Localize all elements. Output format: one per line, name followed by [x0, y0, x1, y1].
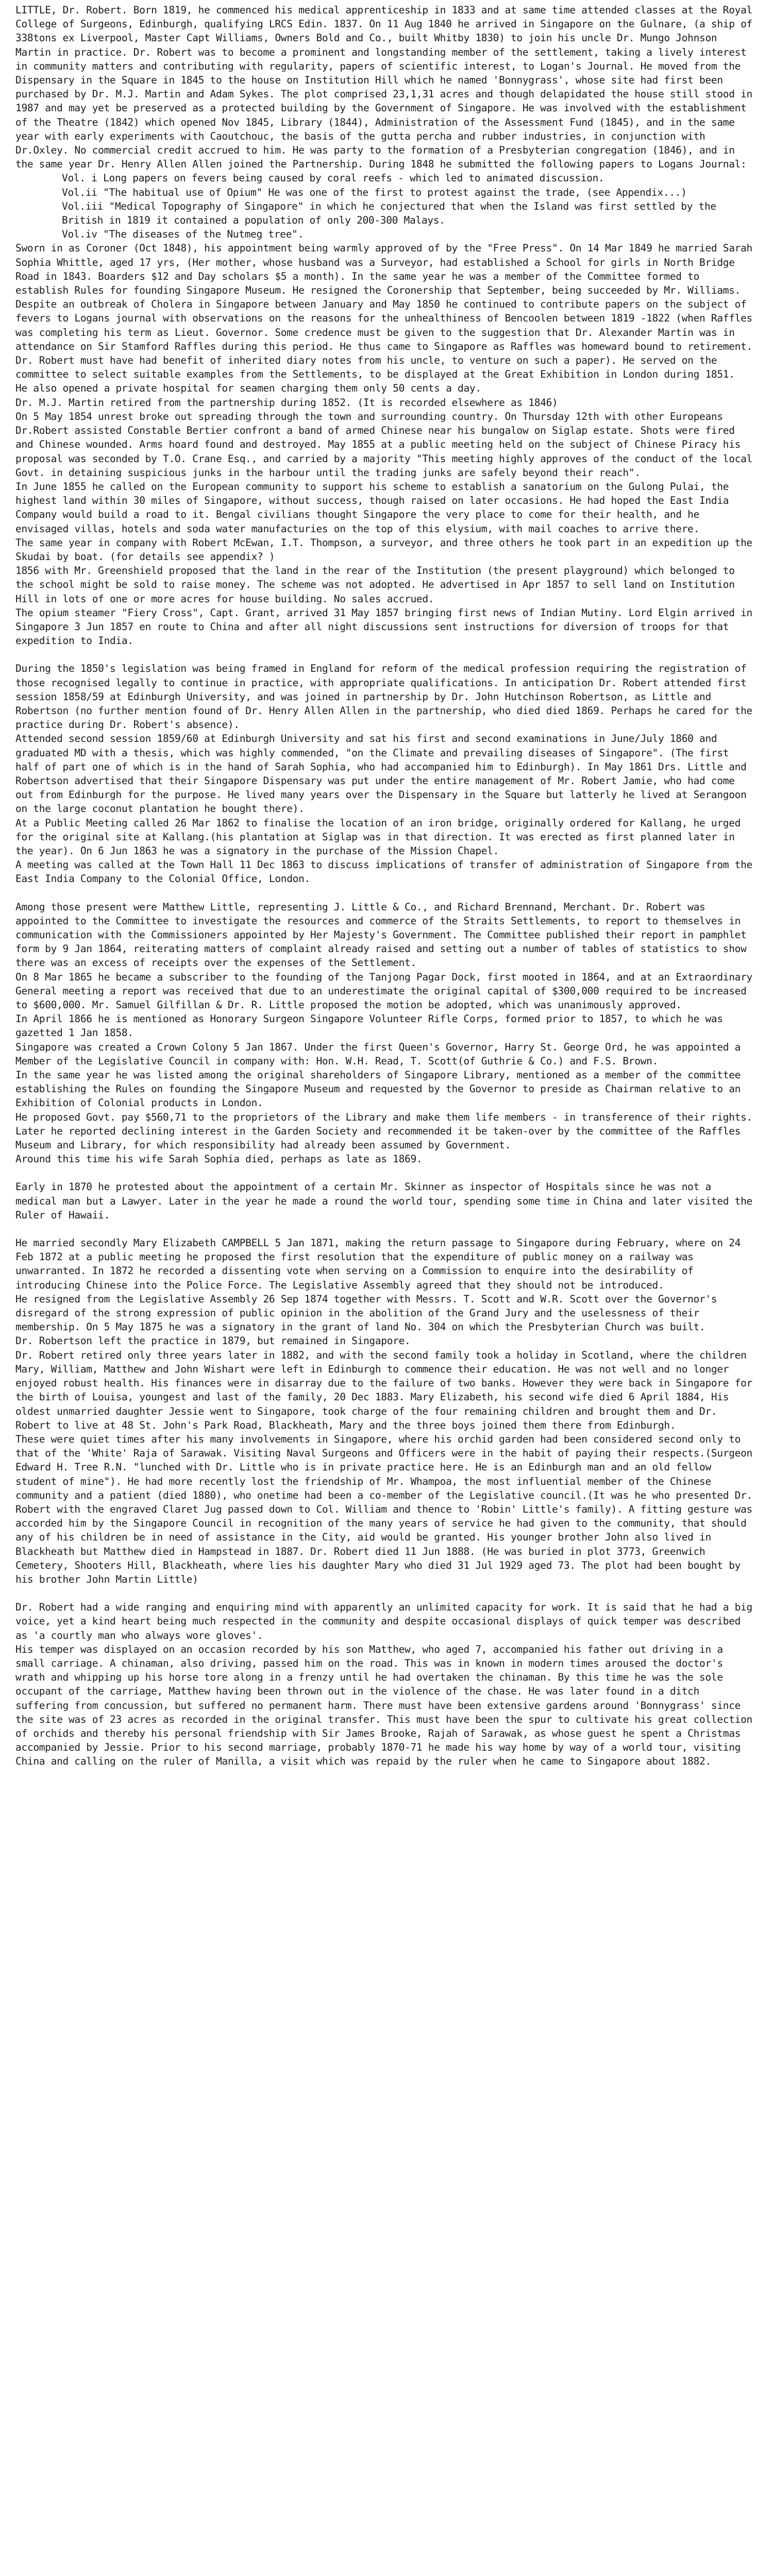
paragraph-crown-colony: Singapore was created a Crown Colony 5 Jan 1867. Under the first Queen's Governor, Harry St. George Ord, he was appointed a Member of the Legislative Council in company with: Hon. W.H. Read, T. Scott(of Guthrie & Co.) and F.S. Brown. — [15, 1041, 741, 1067]
paragraph-sanatorium: In June 1855 he called on the European community to support his scheme to establish a sanatorium on the Gulong Pulai, the highest land within 30 miles of Singapore, without success, though raised on later occasions. He had hoped the East India Company would build a road to it. Bengal civilians thought Singapore the very place to come for their health, and he envisaged villas, hotels and soda water manufacturies on the top of this elysium, with mail coaches to arrive there. — [15, 480, 729, 535]
paragraph-paper-vol-i: Vol. i Long papers on fevers being caused by coral reefs - which led to animated discussion. — [62, 172, 604, 184]
paragraph-temper-anecdote: His temper was displayed on an occasion recorded by his son Matthew, who aged 7, accompanied his father out driving in a small carriage. A chinaman, also driving, passed him on the road. This was in known in modern times aroused the doctor's wrath and whipping up his horse tore along in a frenzy until he had overtaken the chinaman. By this time he was the sole occupant of the carriage, Matthew having been thrown out in the violence of the chase. He was later found in a ditch suffering from concussion, but suffered no permanent harm. There must have been extensive gardens around 'Bonnygrass' since the site was of 23 acres as recorded in the original transfer. This must have been the spur to cultivate his great collection of orchids and thereby his personal friendship with Sir James Brooke, Rajah of Sarawak, as whose guest he spent a Christmas accompanied by Jessie. Prior to his second marriage, probably 1870-71 he made his way home by way of a world tour, visiting China and calling on the ruler of Manilla, a visit which was repaid by the ruler when he came to Singapore about 1882. — [15, 1643, 753, 1768]
spacer — [15, 648, 758, 662]
paragraph-second-marriage: He married secondly Mary Elizabeth CAMPBELL 5 Jan 1871, making the return passage to Singapore during February, where on 24 Feb 1872 at a public meeting he proposed the first resolution that the expenditure of public money on a railway was unwarranted. In 1872 he recorded a dissenting vote when serving on a Commission to enquire into the desirability of introducing Chinese into the Police Force. The Legislative Assembly agreed that they should not be introduced. — [15, 1237, 741, 1291]
paragraph-committee-resources: Among those present were Matthew Little, representing J. Little & Co., and Richard Brennand, Merchant. Dr. Robert was appointed to the Committee to investigate the resources and commerce of the Straits Settlements, to report to themselves in communication with the Commissioners appointed by Her Majesty's Government. The Committee published their report in pamphlet form by 9 Jan 1864, reiterating matters of complaint already raised and setting out a number of tables of statistics to show there was an excess of receipts over the expenses of the Settlement. — [15, 901, 747, 969]
paragraph-iron-bridge: At a Public Meeting called 26 Mar 1862 to finalise the location of an iron bridge, originally ordered for Kallang, he urged for the original site at Kallang.(his plantation at Siglap was in that direction. It was erected as first planned later in the year). On 6 Jun 1863 he was a signatory in the purchase of the Mission Chapel. — [15, 817, 741, 857]
paragraph-robertson-left: Dr. Robertson left the practice in 1879, but remained in Singapore. — [15, 1335, 411, 1347]
paragraph-legislation-1850s: During the 1850's legislation was being framed in England for reform of the medical profession requiring the registration of those recognised legally to continue in practice, with appropriate qualifications. In anticipation Dr. Robert attended first session 1858/59 at Edinburgh University, and was joined in partnership by Dr. John Hutchinson Robertson, as Little and Robertson (no further mention found of Dr. Henry Allen Allen in the partnership, who died died 1869. Perhaps he cared for the practice during Dr. Robert's absence). — [15, 663, 753, 731]
spacer — [15, 1222, 758, 1236]
paragraph-intro: LITTLE, Dr. Robert. Born 1819, he commenced his medical apprenticeship in 1833 and at same time attended classes at the Royal College of Surgeons, Edinburgh, qualifying LRCS Edin. 1837. On 11 Aug 1840 he arrived in Singapore on the Gulnare, (a ship of 338tons ex Liverpool, Master Capt Williams, Owners Bold and Co., built Whitby 1830) to join his uncle Dr. Mungo Johnson Martin in practice. Dr. Robert was to become a prominent and longstanding member of the settlement, taking a lively interest in community matters and contributing with regularity, papers of scientific interest, to Logan's Journal. He moved from the Dispensary in the Square in 1845 to the house on Institution Hill which he named 'Bonnygrass', whose site had first been purchased by Dr. M.J. Martin and Adam Sykes. The plot comprised 23,1,31 acres and though delapidated the house still stood in 1987 and may yet be preserved as a protected building by the Government of Singapore. He was involved with the establishment of the Theatre (1842) which opened Nov 1845, Library (1844), Administration of the Assessment Fund (1845), and in the same year with early experiments with Caoutchouc, the basis of the gutta percha and rubber industries, in conjunction with Dr.Oxley. No commercial credit accrued to him. He was party to the formation of a Presbyterian congregation (1846), and in the same year Dr. Henry Allen Allen joined the Partnership. During 1848 he submitted the following papers to Logans Journal: — [15, 4, 753, 171]
paragraph-character: Dr. Robert had a wide ranging and enquiring mind with apparently an unlimited capacity for work. It is said that he had a big voice, yet a kind heart being much respected in the community and despite occasional displays of quick temper was described as 'a courtly man who always wore gloves'. — [15, 1601, 753, 1641]
paragraph-unrest-1854: On 5 May 1854 unrest broke out spreading through the town and surrounding country. On Thursday 12th with other Europeans Dr.Robert assisted Constable Bertier confront a band of armed Chinese near his bungalow on Siglap estate. Shots were fired and Chinese wounded. Arms hoard found and destroyed. May 1855 at a public meeting held on the subject of Chinese Piracy his proposal was seconded by T.O. Crane Esq., and carried by a majority "This meeting highly approves of the conduct of the local Govt. in detaining suspicious junks in the harbour until the trading junks are safely beyond their reach". — [15, 410, 753, 479]
document-page — [15, 3, 758, 1769]
paragraph-library-shareholder: In the same year he was listed among the original shareholders of Singapore Library, mentioned as a member of the committee establishing the Rules on founding the Singapore Museum and requested by the Governor to preside as Chairman relative to an Exhibition of Colonial products in London. — [15, 1069, 741, 1109]
paragraph-coroner: Sworn in as Coroner (Oct 1848), his appointment being warmly approved of by the "Free Press". On 14 Mar 1849 he married Sarah Sophia Whittle, aged 17 yrs, (Her mother, whose husband was a Surveyor, had established a School for girls in North Bridge Road in 1843. Boarders $12 and Day scholars $5 a month). In the same year he was a member of the Committee formed to establish Rules for founding Singapore Museum. He resigned the Coronership that September, being succeeded by Mr. Williams. Despite an outbreak of Cholera in Singapore between January and May 1850 he continued to contribute papers on the subject of fevers to Logans journal with observations on the reasons for the unhealthiness of Bencoolen between 1819 -1822 (when Raffles was completing his term as Lieut. Governor. Some credence must be given to the suggestion that Dr. Alexander Martin was in attendance on Sir Stamford Raffles during this period. He thus came to Singapore as Raffles was homeward bound to retirement. Dr. Robert must have had benefit of inherited diary notes from his uncle, to venture on such a paper). He served on the committee to select suitable examples from the Settlements, to be displayed at the Great Exhibition in London during 1851. — [15, 242, 753, 381]
paragraph-paper-vol-ii: Vol.ii "The habitual use of Opium" He was one of the first to protest against the trade, (see Appendix...) — [62, 186, 687, 198]
paragraph-retirement: Dr. Robert retired only three years later in 1882, and with the second family took a holiday in Scotland, where the children Mary, William, Matthew and John Wishart were left in Edinburgh to commence their education. He was not well and no longer enjoyed robust health. His finances were in disarray due to the failure of two banks. However they were back in Singapore for the birth of Louisa, youngest and last of the family, 20 Dec 1883. Mary Elizabeth, his second wife died 6 April 1884, His oldest unmarried daughter Jessie went to Singapore, took charge of the four remaining children and brought them and Dr. Robert to live at 48 St. John's Park Road, Blackheath, Mary and the three boys joined them there from Edinburgh. — [15, 1349, 753, 1431]
paragraph-fiery-cross: The opium steamer "Fiery Cross", Capt. Grant, arrived 31 May 1857 bringing first news of Indian Mutiny. Lord Elgin arrived in Singapore 3 Jun 1857 en route to China and after all night discussions sent instructions for diversion of troops for that expedition to India. — [15, 606, 753, 647]
paragraph-wife-died: Around this time his wife Sarah Sophia died, perhaps as late as 1869. — [15, 1153, 423, 1165]
paragraph-resignation-1874: He resigned from the Legislative Assembly 26 Sep 1874 together with Messrs. T. Scott and W.R. Scott over the Governor's disregard of the strong expression of public opinion in the abolition of the Grand Jury and the uselessness of their membership. On 5 May 1875 he was a signatory in the grant of land No. 304 on which the Presbyterian Church was built. — [15, 1293, 717, 1333]
spacer — [15, 1586, 758, 1600]
paragraph-institution-land: 1856 with Mr. Greenshield proposed that the land in the rear of the Institution (the present playground) which belonged to the school might be sold to raise money. The scheme was not adopted. He advertised in Apr 1857 to sell land on Institution Hill in lots of one or more acres for house building. No sales accrued. — [15, 565, 735, 605]
paragraph-paper-vol-iv: Vol.iv "The diseases of the Nutmeg tree". — [62, 228, 304, 241]
paragraph-paper-vol-iii: Vol.iii "Medical Topography of Singapore" in which he conjectured that when the Island was first settled by the British in 1819 it contained a population of only 200-300 Malays. — [62, 200, 716, 227]
paragraph-martin-retired: Dr. M.J. Martin retired from the partnership during 1852. (It is recorded elsewhere as 1846) — [15, 396, 558, 409]
paragraph-library-proposal: He proposed Govt. pay $560,71 to the proprietors of the Library and make them life members - in transference of their rights. Later he reported declining interest in the Garden Society and recommended it be taken-over by the committee of the Raffles Museum and Library, for which responsibility had already been assumed by Government. — [15, 1111, 753, 1151]
spacer — [15, 886, 758, 900]
paragraph-hospital: He also opened a private hospital for seamen charging them only 50 cents a day. — [15, 382, 481, 395]
paragraph-skudai-expedition: The same year in company with Robert McEwan, I.T. Thompson, a surveyor, and three others he took part in an expedition up the Skudai by boat. (for details see appendix? ) — [15, 536, 753, 563]
paragraph-volunteer-rifle: In April 1866 he is mentioned as Honorary Surgeon Singapore Volunteer Rifle Corps, formed prior to 1857, to which he was gazetted 1 Jan 1858. — [15, 1013, 723, 1039]
spacer — [15, 1166, 758, 1180]
paragraph-quiet-times: These were quiet times after his many involvements in Singapore, where his orchid garden had been considered second only to that of the 'White' Raja of Sarawak. Visiting Naval Surgeons and Officers were in the habit of paying their respects.(Surgeon Edward H. Tree R.N. "lunched with Dr. Little who is in private practice here. He is an Edinburgh man and an old fellow student of mine"). He had more recently lost the friendship of Mr. Whampoa, the most influential member of the Chinese community and a patient (died 1880), who onetime had been a co-member of the Legislative council.(It was he who presented Dr. Robert with the engraved Claret Jug passed down to Col. William and thence to 'Robin' Little's family). A fitting gesture was accorded him by the Singapore Council in recognition of the many years of service he had given to the community, that should any of his children be in need of assistance in the City, aid would be granted. His younger brother John also lived in Blackheath but Matthew died in Hampstead in 1887. Dr. Robert died 11 Jun 1888. (He was buried in plot 3773, Greenwich Cemetery, Shooters Hill, Blackheath, where lies his daughter Mary who died 31 Jul 1929 aged 73. The plot had been bought by his brother John Martin Little) — [15, 1433, 753, 1585]
paragraph-tanjong-pagar: On 8 Mar 1865 he became a subscriber to the founding of the Tanjong Pagar Dock, first mooted in 1864, and at an Extraordinary General meeting a report was received that due to an underestimate the original capital of $300,000 required to be increased to $600,000. Mr. Samuel Gilfillan & Dr. R. Little proposed the motion be adopted, which was unanimously approved. — [15, 971, 753, 1011]
paragraph-1870-protest: Early in 1870 he protested about the appointment of a certain Mr. Skinner as inspector of Hospitals since he was not a medical man but a Lawyer. Later in the year he made a round the world tour, spending some time in China and later visited the Ruler of Hawaii. — [15, 1181, 753, 1221]
paragraph-edinburgh-md: Attended second session 1859/60 at Edinburgh University and sat his first and second examinations in June/July 1860 and graduated MD with a thesis, which was highly commended, "on the Climate and prevailing diseases of Singapore". (The first half of part one of which is in the hand of Sarah Sophia, who had accompanied him to Edinburgh). In May 1861 Drs. Little and Robertson advertised that their Singapore Dispensary was put under the entire management of Mr. Robert Jamie, who had come out from Edinburgh for the purpose. He lived many years over the Dispensary in the Square but latterly he lived at Serangoon on the large coconut plantation he bought there). — [15, 733, 747, 815]
paragraph-town-hall-meeting: A meeting was called at the Town Hall 11 Dec 1863 to discuss implications of transfer of administration of Singapore from the East India Company to the Colonial Office, London. — [15, 859, 753, 885]
